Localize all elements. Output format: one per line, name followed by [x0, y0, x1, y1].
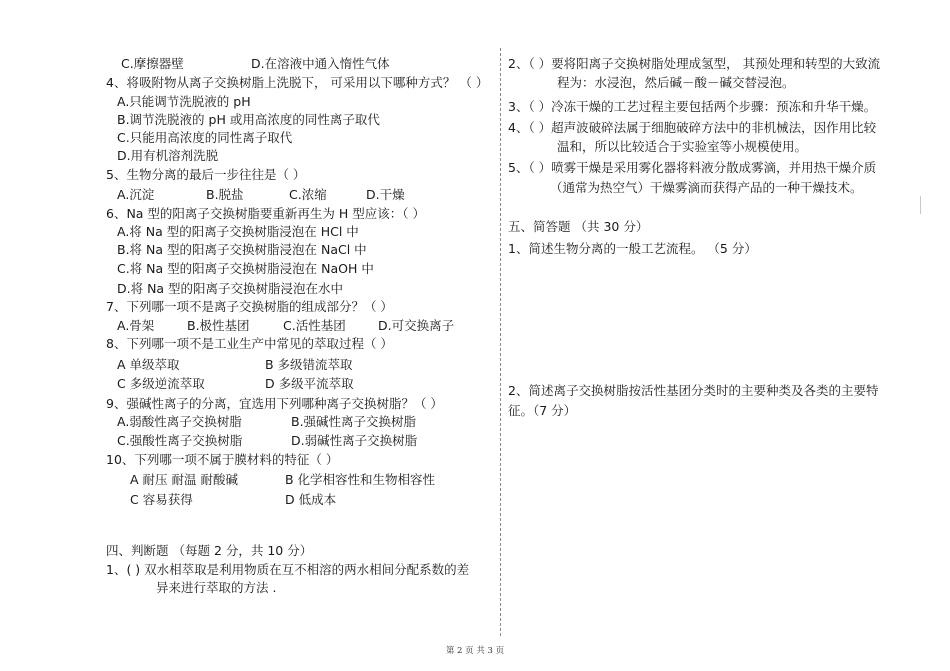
q6-option-b: B.将 Na 型的阳离子交换树脂浸泡在 NaCl 中: [117, 242, 367, 257]
q4-option-d: D.用有机溶剂洗脱: [117, 148, 219, 163]
margin-mark: [920, 196, 921, 214]
s4-q4-line1: 4、（ ）超声波破碎法属于细胞破碎方法中的非机械法，因作用比较: [508, 120, 877, 135]
q5-option-b: B.脱盐: [206, 187, 244, 202]
s4-q4-line2: 温和，所以比较适合于实验室等小规模使用。: [557, 139, 808, 154]
page-footer: 第 2 页 共 3 页: [445, 646, 505, 656]
s4-q2-line2: 程为：水浸泡，然后碱－酸－碱交替浸泡。: [557, 75, 795, 90]
section5-heading: 五、简答题 （共 30 分）: [508, 219, 649, 234]
q10-option-a: A 耐压 耐温 耐酸碱: [130, 472, 238, 487]
q5-option-a: A.沉淀: [117, 187, 155, 202]
q7-option-a: A.骨架: [117, 318, 155, 333]
q7-option-c: C.活性基团: [283, 318, 346, 333]
q9-option-b: B.强碱性离子交换树脂: [291, 414, 417, 429]
q8-option-b: B 多级错流萃取: [265, 357, 353, 372]
q4-option-b: B.调节洗脱液的 pH 或用高浓度的同性离子取代: [117, 112, 380, 127]
q7-option-b: B.极性基团: [187, 318, 250, 333]
q8-option-d: D 多级平流萃取: [265, 376, 354, 391]
q10-option-d: D 低成本: [285, 492, 337, 507]
q5-option-c: C.浓缩: [289, 187, 327, 202]
q5-option-d: D.干燥: [366, 187, 405, 202]
q10-stem: 10、下列哪一项不属于膜材料的特征（ ）: [106, 452, 339, 467]
q6-stem: 6、Na 型的阳离子交换树脂要重新再生为 H 型应该：（ ）: [106, 206, 426, 221]
q8-option-c: C 多级逆流萃取: [117, 376, 205, 391]
q9-stem: 9、强碱性离子的分离，宜选用下列哪种离子交换树脂？（ ）: [106, 396, 443, 411]
q5-stem: 5、生物分离的最后一步往往是（ ）: [106, 167, 306, 182]
q4-option-a: A.只能调节洗脱液的 pH: [117, 94, 251, 109]
s4-q2-line1: 2、（ ）要将阳离子交换树脂处理成氢型， 其预处理和转型的大致流: [508, 56, 881, 71]
q3-option-d: D.在溶液中通入惰性气体: [251, 56, 390, 71]
q4-option-c: C.只能用高浓度的同性离子取代: [117, 130, 293, 145]
s4-q1-line2: 异来进行萃取的方法 .: [156, 580, 277, 595]
q8-option-a: A 单级萃取: [117, 357, 180, 372]
s5-q1: 1、简述生物分离的一般工艺流程。 （5 分）: [508, 241, 757, 256]
column-divider: [500, 48, 501, 636]
q3-option-c: C.摩擦器壁: [121, 56, 184, 71]
s5-q2-line1: 2、简述离子交换树脂按活性基团分类时的主要种类及各类的主要特: [508, 383, 879, 398]
section4-heading: 四、判断题 （每题 2 分，共 10 分）: [106, 543, 313, 558]
s4-q3-line1: 3、（ ）冷冻干燥的工艺过程主要包括两个步骤：预冻和升华干燥。: [508, 99, 877, 114]
q6-option-d: D.将 Na 型的阳离子交换树脂浸泡在水中: [117, 281, 344, 296]
q7-option-d: D.可交换离子: [378, 318, 455, 333]
q9-option-c: C.强酸性离子交换树脂: [117, 433, 243, 448]
s4-q5-line2: （通常为热空气）干燥雾滴而获得产品的一种干燥技术。: [550, 180, 863, 195]
s4-q5-line1: 5、（ ）喷雾干燥是采用雾化器将料液分散成雾滴，并用热干燥介质: [508, 160, 877, 175]
s4-q1-line1: 1、( ) 双水相萃取是利用物质在互不相溶的两水相间分配系数的差: [106, 562, 470, 577]
q7-stem: 7、下列哪一项不是离子交换树脂的组成部分？（ ）: [106, 299, 393, 314]
q9-option-a: A.弱酸性离子交换树脂: [117, 414, 242, 429]
s5-q2-line2: 征。（7 分）: [508, 403, 577, 418]
q6-option-c: C.将 Na 型的阳离子交换树脂浸泡在 NaOH 中: [117, 261, 374, 276]
q8-stem: 8、下列哪一项不是工业生产中常见的萃取过程（ ）: [106, 336, 393, 351]
q9-option-d: D.弱碱性离子交换树脂: [291, 433, 418, 448]
q4-stem: 4、将吸附物从离子交换树脂上洗脱下， 可采用以下哪种方式？ （ ）: [106, 75, 489, 90]
q10-option-c: C 容易获得: [130, 492, 193, 507]
q6-option-a: A.将 Na 型的阳离子交换树脂浸泡在 HCl 中: [117, 224, 359, 239]
q10-option-b: B 化学相容性和生物相容性: [285, 472, 436, 487]
